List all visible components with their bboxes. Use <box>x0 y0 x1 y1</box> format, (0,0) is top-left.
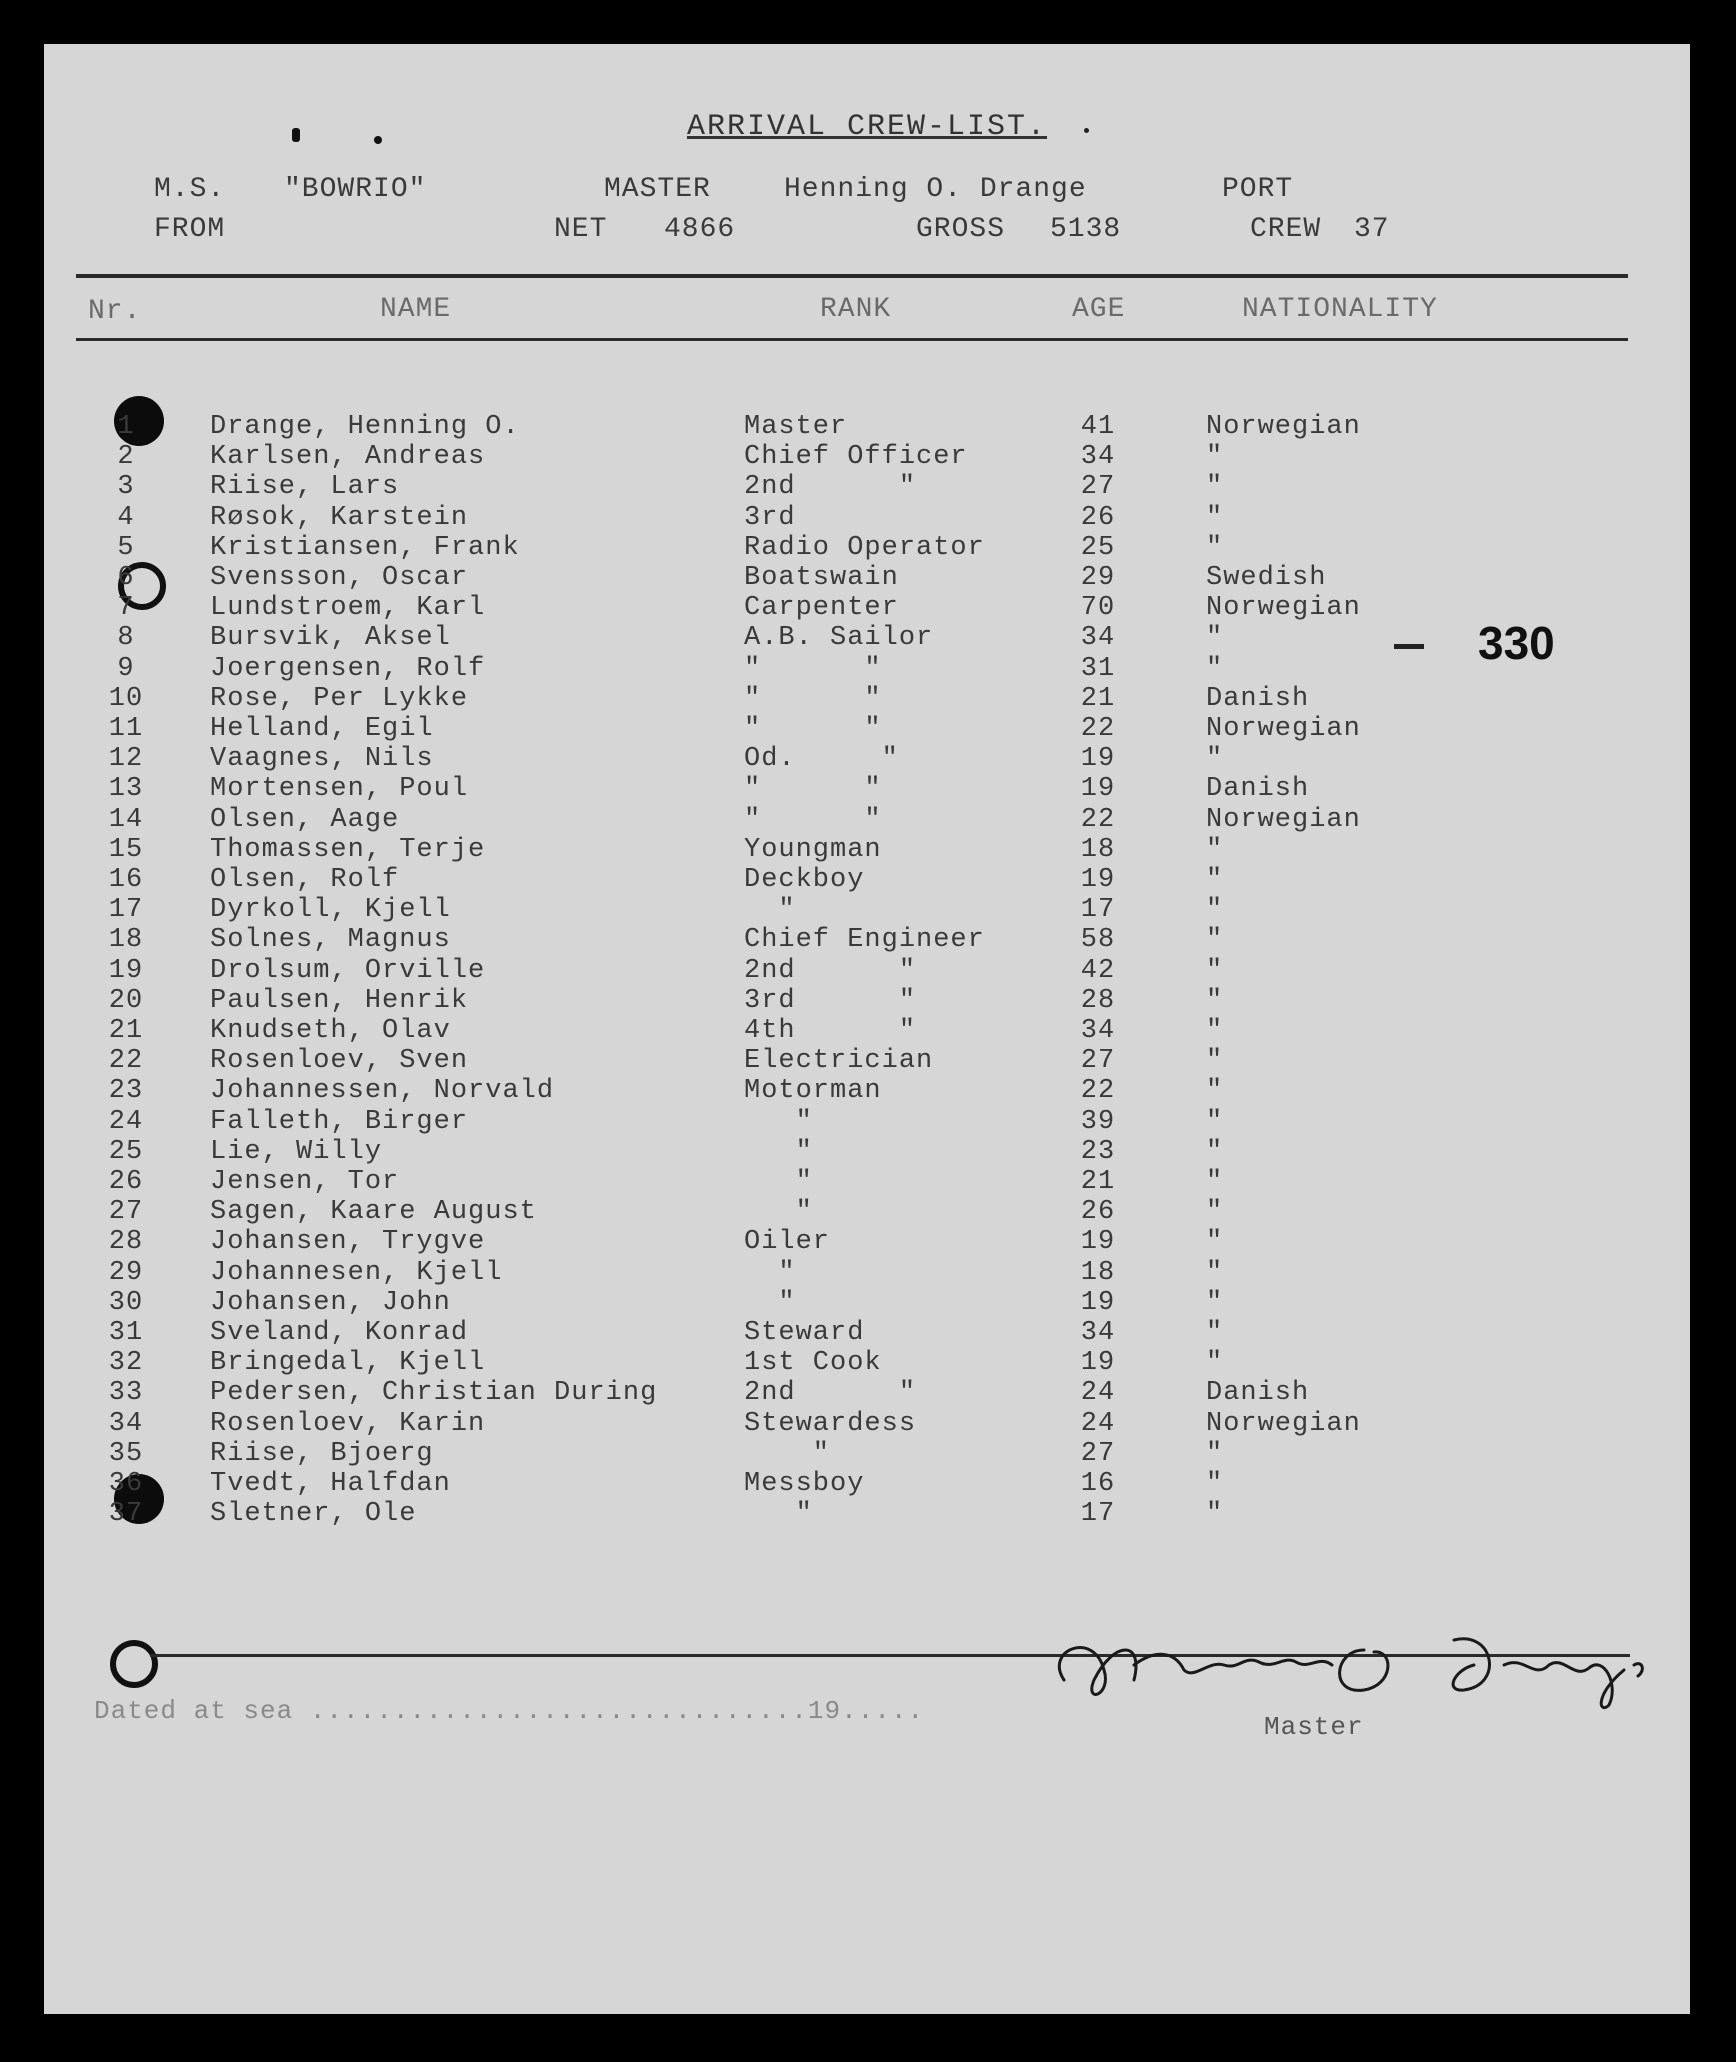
row-nationality: " <box>1206 653 1224 684</box>
row-name: Riise, Lars <box>210 472 400 503</box>
row-nationality: " <box>1206 1197 1224 1228</box>
table-row <box>44 1046 1690 1076</box>
gross-value: 5138 <box>1050 214 1122 245</box>
row-nationality: " <box>1206 925 1224 956</box>
table-row <box>44 503 1690 533</box>
row-nationality: " <box>1206 472 1224 503</box>
row-name: Sagen, Kaare August <box>210 1197 537 1228</box>
row-nationality: " <box>1206 834 1224 865</box>
row-nationality: Norwegian <box>1206 714 1361 744</box>
row-age: 24 <box>1080 1408 1116 1439</box>
row-nationality: " <box>1206 895 1224 926</box>
row-age: 27 <box>1080 1046 1116 1077</box>
column-header-name: NAME <box>380 294 452 325</box>
row-rank: Deckboy <box>744 865 865 895</box>
row-rank: Messboy <box>744 1469 865 1499</box>
row-rank: Od. " <box>744 744 899 775</box>
row-rank: " <box>744 1167 813 1197</box>
row-nr: 32 <box>108 1348 144 1379</box>
row-nr: 15 <box>108 834 144 865</box>
table-row <box>44 1258 1690 1288</box>
row-nr: 35 <box>108 1438 144 1469</box>
row-rank: " " <box>744 774 882 805</box>
row-nr: 36 <box>108 1469 144 1499</box>
row-rank: Electrician <box>744 1046 934 1077</box>
row-nr: 26 <box>108 1167 144 1197</box>
row-name: Mortensen, Poul <box>210 774 469 805</box>
net-value: 4866 <box>664 214 736 245</box>
table-row <box>44 684 1690 714</box>
row-rank: Chief Engineer <box>744 925 985 956</box>
table-row <box>44 563 1690 593</box>
row-age: 17 <box>1080 1499 1116 1530</box>
row-name: Bringedal, Kjell <box>210 1348 486 1379</box>
row-nr: 18 <box>108 925 144 956</box>
row-nr: 33 <box>108 1378 144 1409</box>
row-nr: 12 <box>108 744 144 775</box>
table-row <box>44 956 1690 986</box>
row-name: Paulsen, Henrik <box>210 985 469 1016</box>
row-age: 41 <box>1080 412 1116 442</box>
row-name: Riise, Bjoerg <box>210 1438 434 1469</box>
row-name: Joergensen, Rolf <box>210 653 486 684</box>
row-name: Bursvik, Aksel <box>210 623 451 654</box>
row-rank: " <box>744 1257 796 1288</box>
row-rank: Master <box>744 412 848 442</box>
row-age: 21 <box>1080 683 1116 714</box>
row-nationality: Danish <box>1206 1378 1310 1409</box>
row-name: Olsen, Rolf <box>210 865 400 895</box>
crew-list-sheet <box>44 44 1690 2014</box>
row-nationality: Norwegian <box>1206 1408 1361 1439</box>
row-nationality: " <box>1206 1227 1224 1258</box>
row-nr: 16 <box>108 865 144 895</box>
row-age: 19 <box>1080 1227 1116 1258</box>
row-nationality: " <box>1206 442 1224 473</box>
row-rank: 1st Cook <box>744 1348 882 1379</box>
table-row <box>44 1409 1690 1439</box>
row-nr: 17 <box>108 895 144 926</box>
table-row <box>44 1318 1690 1348</box>
table-row <box>44 1076 1690 1106</box>
row-nr: 31 <box>108 1318 144 1348</box>
row-name: Jensen, Tor <box>210 1167 400 1197</box>
row-nr: 29 <box>108 1257 144 1288</box>
row-age: 29 <box>1080 563 1116 593</box>
row-name: Lundstroem, Karl <box>210 593 486 624</box>
row-nr: 37 <box>108 1499 144 1530</box>
row-nationality: " <box>1206 1318 1224 1348</box>
row-name: Svensson, Oscar <box>210 563 469 593</box>
row-name: Karlsen, Andreas <box>210 442 486 473</box>
row-age: 34 <box>1080 442 1116 473</box>
row-rank: Steward <box>744 1318 865 1348</box>
row-nationality: Danish <box>1206 683 1310 714</box>
dated-at-sea-line: Dated at sea ..............................19..... <box>94 1696 925 1726</box>
table-row <box>44 925 1690 955</box>
row-name: Drange, Henning O. <box>210 412 520 442</box>
row-nationality: " <box>1206 1499 1224 1530</box>
stamp-dash <box>1394 644 1424 649</box>
row-nr: 28 <box>108 1227 144 1258</box>
row-age: 19 <box>1080 865 1116 895</box>
row-name: Helland, Egil <box>210 714 434 744</box>
row-nationality: Swedish <box>1206 563 1327 593</box>
row-nr: 14 <box>108 804 144 835</box>
column-header-nationality: NATIONALITY <box>1242 294 1438 325</box>
row-rank: " <box>744 1136 813 1167</box>
column-header-nr: Nr. <box>88 296 142 327</box>
row-nr: 30 <box>108 1287 144 1318</box>
row-nr: 4 <box>117 502 135 533</box>
row-rank: " <box>744 1106 813 1137</box>
row-name: Thomassen, Terje <box>210 834 486 865</box>
table-row <box>44 1499 1690 1529</box>
row-rank: " " <box>744 653 882 684</box>
row-name: Falleth, Birger <box>210 1106 469 1137</box>
row-rank: " " <box>744 804 882 835</box>
row-name: Johannesen, Kjell <box>210 1257 503 1288</box>
row-name: Rosenloev, Sven <box>210 1046 469 1077</box>
row-nationality: Norwegian <box>1206 593 1361 624</box>
row-nr: 1 <box>117 412 135 442</box>
row-nationality: " <box>1206 1167 1224 1197</box>
row-rank: Radio Operator <box>744 532 985 563</box>
row-nr: 24 <box>108 1106 144 1137</box>
row-nationality: Norwegian <box>1206 412 1361 442</box>
row-rank: Oiler <box>744 1227 831 1258</box>
row-rank: Stewardess <box>744 1408 917 1439</box>
row-name: Sletner, Ole <box>210 1499 417 1530</box>
row-age: 27 <box>1080 1438 1116 1469</box>
row-nationality: " <box>1206 1136 1224 1167</box>
crew-label: CREW <box>1250 214 1322 245</box>
row-nationality: " <box>1206 744 1224 775</box>
table-row <box>44 1197 1690 1227</box>
table-row <box>44 1137 1690 1167</box>
column-header-age: AGE <box>1072 294 1126 325</box>
row-age: 18 <box>1080 834 1116 865</box>
table-row <box>44 1288 1690 1318</box>
row-nationality: " <box>1206 985 1224 1016</box>
row-nr: 13 <box>108 774 144 805</box>
row-rank: " <box>744 1197 813 1228</box>
row-nationality: " <box>1206 1469 1224 1499</box>
row-name: Johansen, Trygve <box>210 1227 486 1258</box>
row-name: Johansen, John <box>210 1287 451 1318</box>
row-nationality: " <box>1206 1348 1224 1379</box>
row-rank: Chief Officer <box>744 442 968 473</box>
table-row <box>44 805 1690 835</box>
table-row <box>44 1348 1690 1378</box>
row-age: 21 <box>1080 1167 1116 1197</box>
row-name: Lie, Willy <box>210 1136 383 1167</box>
row-rank: " <box>744 895 796 926</box>
master-name: Henning O. Drange <box>784 174 1087 205</box>
row-age: 17 <box>1080 895 1116 926</box>
row-nationality: " <box>1206 502 1224 533</box>
row-age: 19 <box>1080 1287 1116 1318</box>
row-age: 26 <box>1080 1197 1116 1228</box>
row-nationality: " <box>1206 1106 1224 1137</box>
row-rank: 2nd " <box>744 955 917 986</box>
from-label: FROM <box>154 214 226 245</box>
row-nationality: " <box>1206 955 1224 986</box>
row-nr: 23 <box>108 1076 144 1107</box>
table-row <box>44 412 1690 442</box>
master-label: MASTER <box>604 174 711 205</box>
row-nr: 34 <box>108 1408 144 1439</box>
table-row <box>44 714 1690 744</box>
row-name: Kristiansen, Frank <box>210 532 520 563</box>
table-row <box>44 442 1690 472</box>
row-name: Sveland, Konrad <box>210 1318 469 1348</box>
row-name: Dyrkoll, Kjell <box>210 895 451 926</box>
table-row <box>44 1469 1690 1499</box>
row-age: 26 <box>1080 502 1116 533</box>
row-name: Solnes, Magnus <box>210 925 451 956</box>
row-nr: 11 <box>108 714 144 744</box>
row-nr: 25 <box>108 1136 144 1167</box>
row-name: Vaagnes, Nils <box>210 744 434 775</box>
table-row <box>44 472 1690 502</box>
row-rank: " <box>744 1438 831 1469</box>
table-row <box>44 1378 1690 1408</box>
row-nr: 22 <box>108 1046 144 1077</box>
table-row <box>44 623 1690 653</box>
row-age: 22 <box>1080 1076 1116 1107</box>
row-rank: " " <box>744 683 882 714</box>
row-nationality: " <box>1206 865 1224 895</box>
row-age: 70 <box>1080 593 1116 624</box>
row-age: 22 <box>1080 714 1116 744</box>
row-age: 16 <box>1080 1469 1116 1499</box>
row-age: 25 <box>1080 532 1116 563</box>
row-nr: 2 <box>117 442 135 473</box>
row-nationality: " <box>1206 1046 1224 1077</box>
row-age: 19 <box>1080 744 1116 775</box>
row-age: 19 <box>1080 1348 1116 1379</box>
row-age: 58 <box>1080 925 1116 956</box>
row-nr: 20 <box>108 985 144 1016</box>
row-age: 18 <box>1080 1257 1116 1288</box>
row-rank: Boatswain <box>744 563 899 593</box>
row-age: 24 <box>1080 1378 1116 1409</box>
stamp-number: 330 <box>1478 617 1555 669</box>
signature-image <box>1034 1610 1654 1720</box>
row-nr: 9 <box>117 653 135 684</box>
row-age: 34 <box>1080 623 1116 654</box>
table-row <box>44 533 1690 563</box>
row-age: 28 <box>1080 985 1116 1016</box>
row-rank: Motorman <box>744 1076 882 1107</box>
row-name: Tvedt, Halfdan <box>210 1469 451 1499</box>
row-nr: 10 <box>108 683 144 714</box>
row-nr: 5 <box>117 532 135 563</box>
row-rank: Youngman <box>744 834 882 865</box>
row-nationality: " <box>1206 1287 1224 1318</box>
table-row <box>44 1016 1690 1046</box>
table-row <box>44 593 1690 623</box>
row-age: 23 <box>1080 1136 1116 1167</box>
row-rank: 3rd " <box>744 985 917 1016</box>
vessel-name: "BOWRIO" <box>284 174 427 205</box>
row-age: 34 <box>1080 1016 1116 1046</box>
row-rank: 3rd <box>744 502 796 533</box>
table-row <box>44 744 1690 774</box>
table-row <box>44 1107 1690 1137</box>
row-name: Pedersen, Christian During <box>210 1378 658 1409</box>
row-age: 39 <box>1080 1106 1116 1137</box>
row-age: 31 <box>1080 653 1116 684</box>
row-nr: 7 <box>117 593 135 624</box>
row-age: 27 <box>1080 472 1116 503</box>
row-nationality: " <box>1206 1016 1224 1046</box>
row-nationality: " <box>1206 623 1224 654</box>
table-row <box>44 895 1690 925</box>
row-rank: Carpenter <box>744 593 899 624</box>
row-name: Røsok, Karstein <box>210 502 469 533</box>
row-nationality: " <box>1206 1438 1224 1469</box>
row-age: 22 <box>1080 804 1116 835</box>
row-name: Rosenloev, Karin <box>210 1408 486 1439</box>
port-label: PORT <box>1222 174 1294 205</box>
page-title: ARRIVAL CREW-LIST. <box>686 110 1048 144</box>
row-nr: 8 <box>117 623 135 654</box>
row-age: 34 <box>1080 1318 1116 1348</box>
table-row <box>44 1227 1690 1257</box>
row-rank: A.B. Sailor <box>744 623 934 654</box>
table-row <box>44 654 1690 684</box>
signature-caption: Master <box>1264 1712 1364 1742</box>
row-nationality: " <box>1206 1076 1224 1107</box>
net-label: NET <box>554 214 608 245</box>
table-row <box>44 774 1690 804</box>
row-nr: 27 <box>108 1197 144 1228</box>
row-nr: 21 <box>108 1016 144 1046</box>
row-nr: 6 <box>117 563 135 593</box>
row-nationality: Norwegian <box>1206 804 1361 835</box>
row-nr: 3 <box>117 472 135 503</box>
row-rank: 2nd " <box>744 1378 917 1409</box>
row-age: 42 <box>1080 955 1116 986</box>
table-row <box>44 1439 1690 1469</box>
row-rank: " " <box>744 714 882 744</box>
table-row <box>44 835 1690 865</box>
column-header-rank: RANK <box>820 294 892 325</box>
row-age: 19 <box>1080 774 1116 805</box>
row-nationality: Danish <box>1206 774 1310 805</box>
row-nationality: " <box>1206 1257 1224 1288</box>
row-name: Knudseth, Olav <box>210 1016 451 1046</box>
row-nationality: " <box>1206 532 1224 563</box>
row-nr: 19 <box>108 955 144 986</box>
vessel-prefix: M.S. <box>154 174 226 205</box>
row-name: Johannessen, Norvald <box>210 1076 555 1107</box>
row-name: Drolsum, Orville <box>210 955 486 986</box>
row-rank: " <box>744 1287 796 1318</box>
row-rank: 4th " <box>744 1016 917 1046</box>
crew-value: 37 <box>1354 214 1390 245</box>
row-rank: 2nd " <box>744 472 917 503</box>
gross-label: GROSS <box>916 214 1006 245</box>
row-name: Olsen, Aage <box>210 804 400 835</box>
table-row <box>44 1167 1690 1197</box>
row-name: Rose, Per Lykke <box>210 683 469 714</box>
row-rank: " <box>744 1499 813 1530</box>
table-row <box>44 865 1690 895</box>
table-row <box>44 986 1690 1016</box>
